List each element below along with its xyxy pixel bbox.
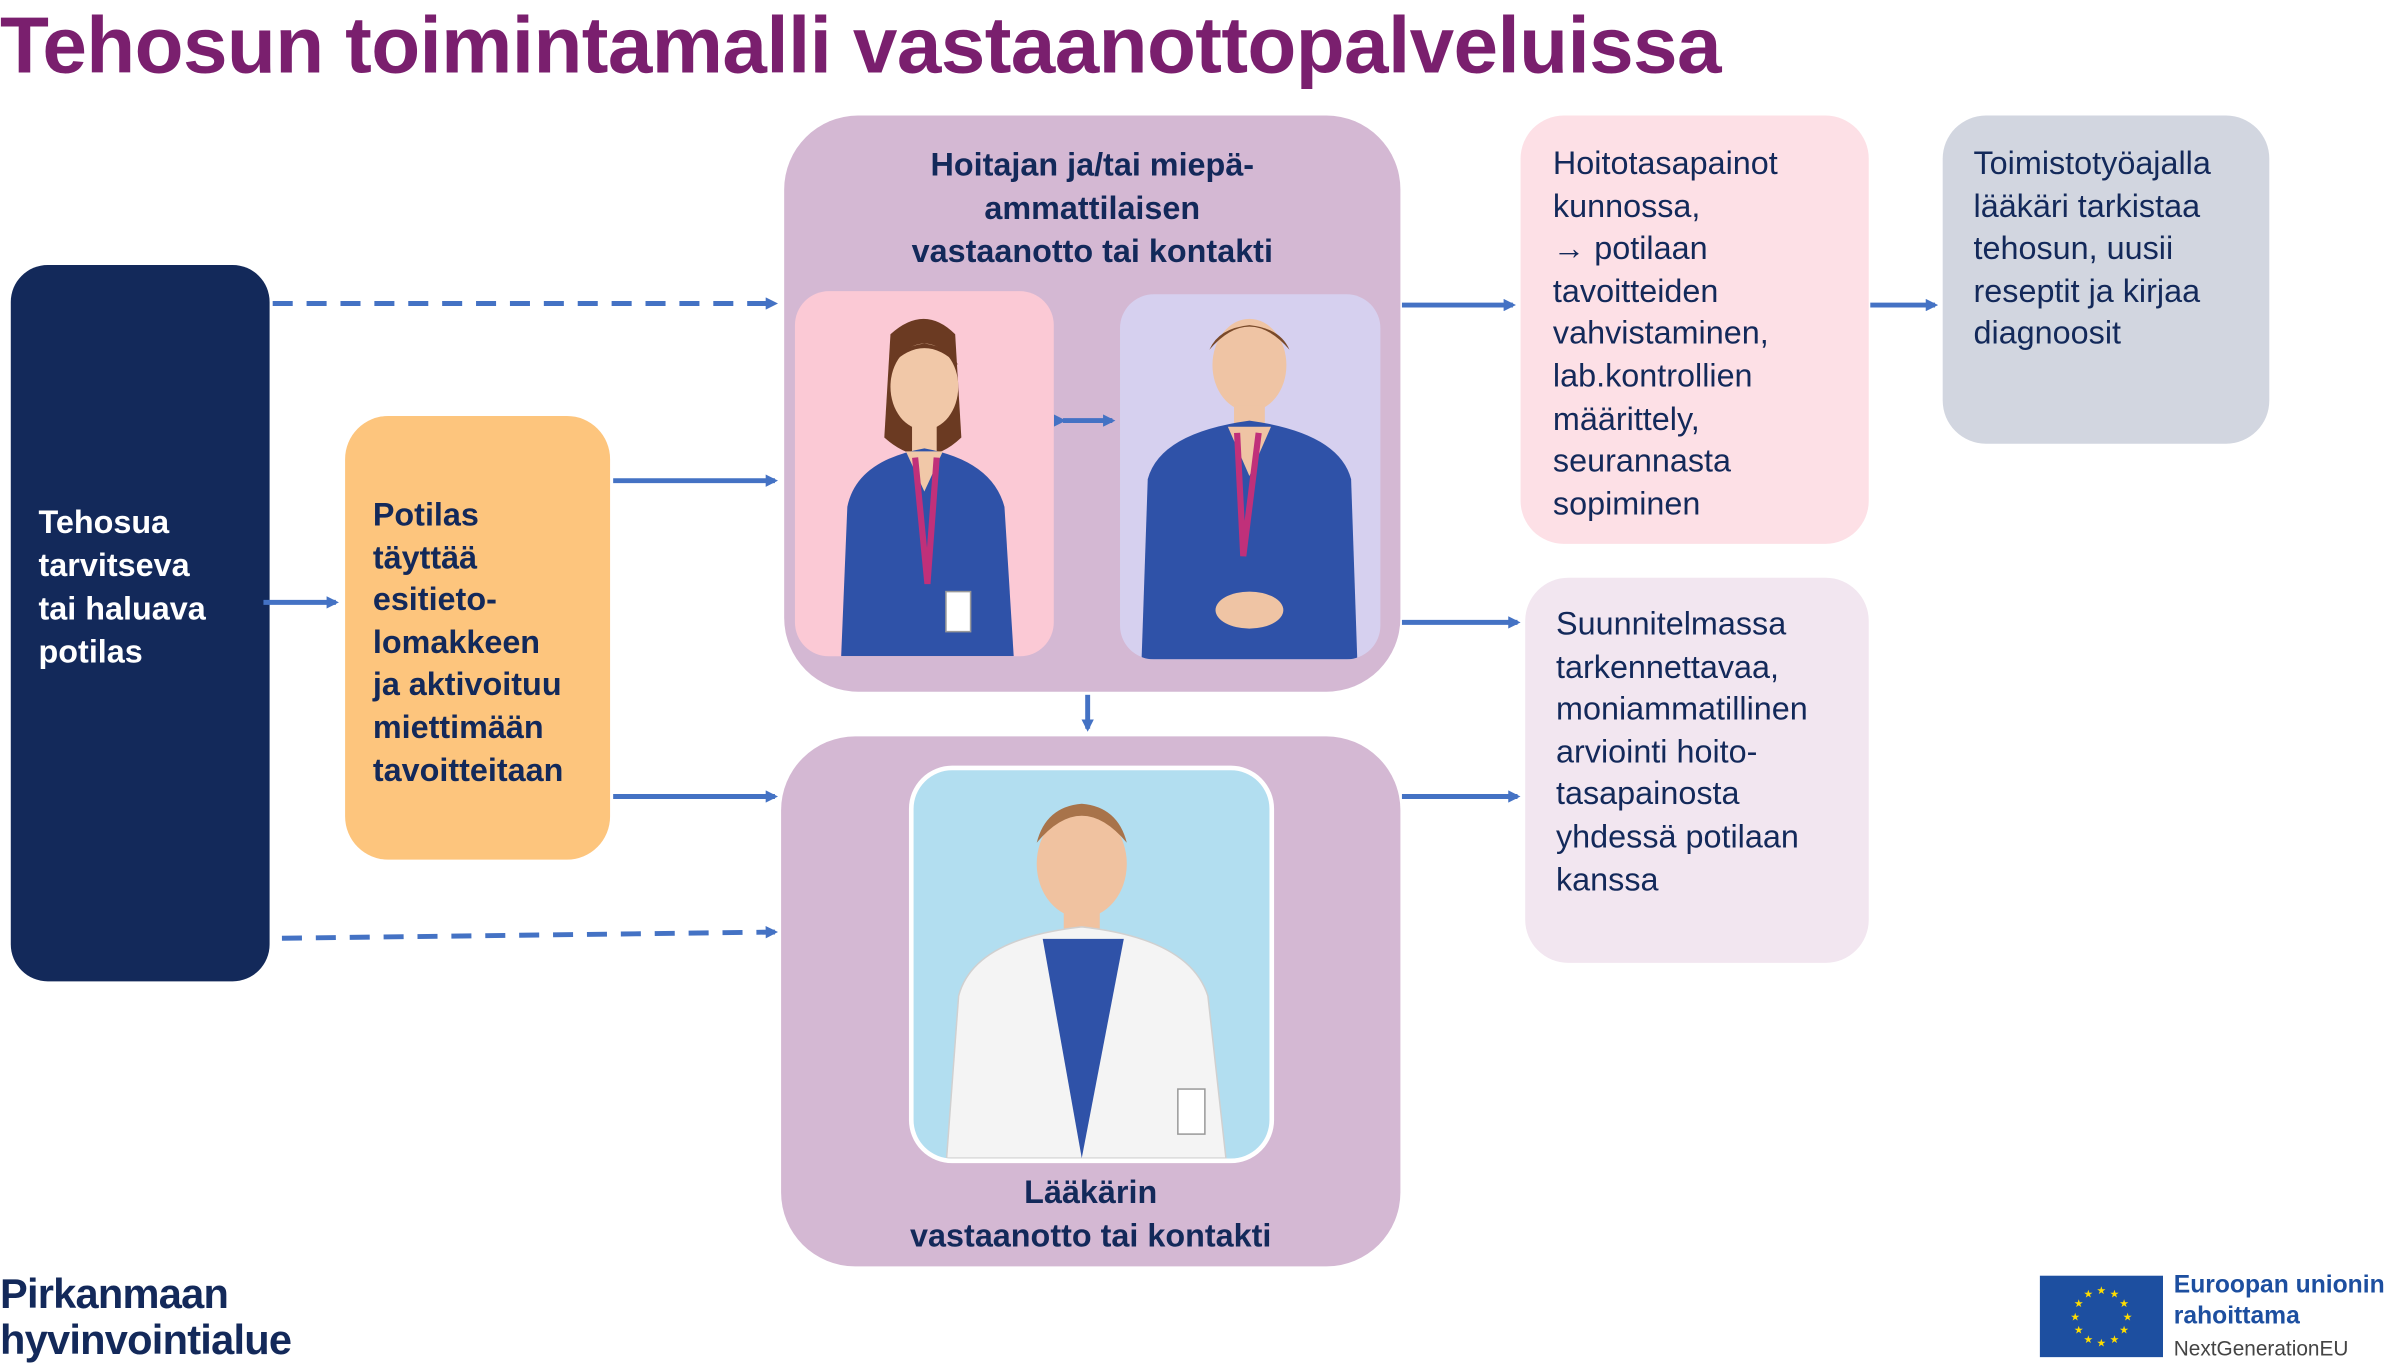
eu-star-icon: ★ <box>2096 1284 2107 1298</box>
eu-star-icon: ★ <box>2083 1332 2094 1346</box>
eu-star-icon: ★ <box>2119 1323 2129 1337</box>
eu-star-icon: ★ <box>2073 1297 2084 1311</box>
page-title: Tehosun toimintamalli vastaanottopalveluissa <box>0 1 1721 91</box>
eu-star-icon: ★ <box>2109 1332 2120 1346</box>
nurse-male-photo <box>1120 294 1380 659</box>
eu-flag-icon <box>2040 1276 2163 1358</box>
nurse-female-photo <box>795 291 1054 656</box>
organization-logo: Pirkanmaan hyvinvointialue <box>0 1270 292 1364</box>
patient-label: Tehosua tarvitseva tai haluava potilas <box>38 505 206 671</box>
questionnaire-label: Potilas täyttää esitieto- lomakkeen ja aktivoituu miettimään tavoitteitaan <box>372 497 564 789</box>
eu-star-icon: ★ <box>2070 1310 2081 1324</box>
eu-star-icon: ★ <box>2119 1297 2129 1311</box>
eu-funded-label: Euroopan unionin rahoittama <box>2173 1272 2385 1330</box>
doctor-photo <box>909 766 1274 1163</box>
eu-program-label: NextGenerationEU <box>2173 1337 2349 1361</box>
nurse-reception-label: Hoitajan ja/tai miepä- ammattilaisen vastaanotto tai kontakti <box>911 147 1273 270</box>
plan-refine-label: Suunnitelmassa tarkennettavaa, moniammatillinen arviointi hoito- tasapainosta yhdessä potilaan kanssa <box>1556 606 1808 898</box>
eu-star-icon: ★ <box>2083 1287 2094 1301</box>
eu-star-icon: ★ <box>2109 1287 2120 1301</box>
doctor-reception-label: Lääkärin vastaanotto tai kontakti <box>910 1175 1272 1255</box>
eu-star-icon: ★ <box>2073 1323 2084 1337</box>
balance-ok-label: Hoitotasapainot kunnossa, → potilaan tavoitteiden vahvistaminen, lab.kontrollien määrittely, seurannasta sopiminen <box>1552 146 1778 522</box>
arrow-patient-to-doctor-dashed <box>282 932 775 938</box>
eu-star-icon: ★ <box>2096 1336 2107 1350</box>
eu-star-icon: ★ <box>2122 1310 2133 1324</box>
office-hours-label: Toimistotyöajalla lääkäri tarkistaa tehosun, uusii reseptit ja kirjaa diagnoosit <box>1973 146 2211 352</box>
